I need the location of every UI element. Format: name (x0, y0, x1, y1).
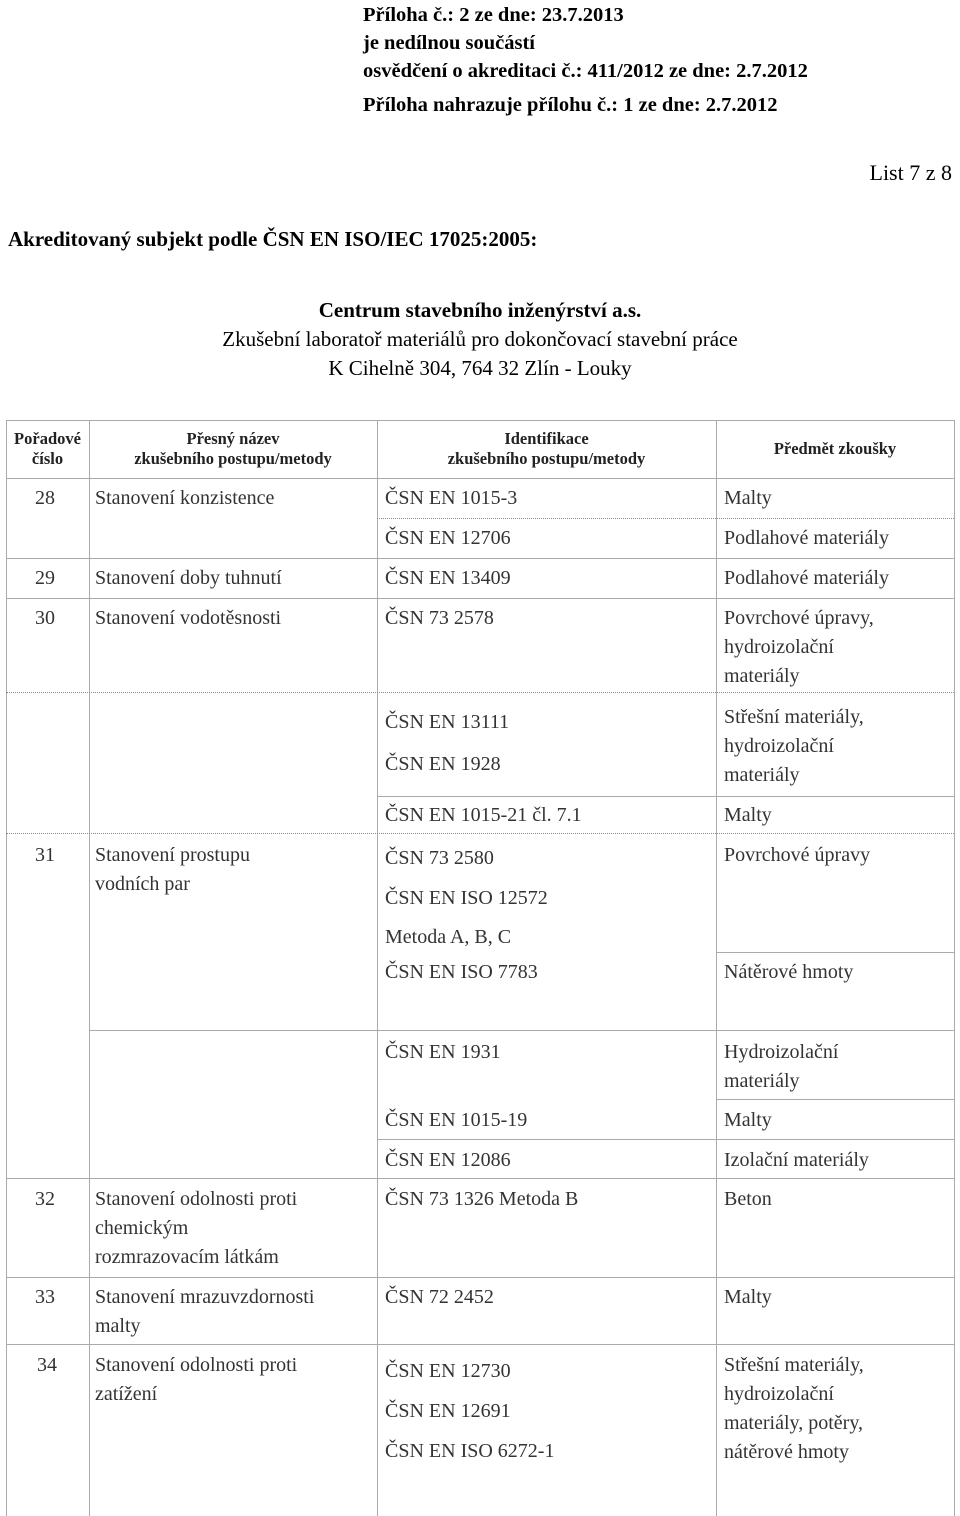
test-subject: Izolační materiály (724, 1149, 869, 1171)
col-header-test-subject: Předmět zkoušky (773, 439, 897, 458)
col-divider-2 (377, 420, 378, 1516)
method-name: Stanovení odolnosti proti chemickým rozmrazovacím látkám (95, 1188, 298, 1268)
test-subject: Malty (724, 804, 772, 826)
col-header-method-name: Přesný název zkušebního postupu/metody (134, 429, 332, 468)
col-header-number: Pořadové číslo (14, 429, 81, 468)
method-id: ČSN EN 1931 (385, 1041, 501, 1063)
method-name: Stanovení vodotěsnosti (95, 607, 282, 629)
row-number: 29 (35, 567, 55, 589)
row-divider (6, 692, 954, 693)
table-left-border (6, 420, 7, 1516)
method-id: ČSN EN 1015-19 (385, 1109, 528, 1131)
method-id: ČSN EN ISO 7783 (385, 961, 538, 983)
method-id: ČSN 73 2580 ČSN EN ISO 12572 Metoda A, B, C (385, 847, 548, 948)
row-divider (377, 796, 954, 797)
row-divider (716, 1099, 954, 1100)
row-divider (6, 1277, 954, 1278)
row-divider (6, 1178, 954, 1179)
row-number: 32 (35, 1188, 55, 1210)
table-right-border (954, 420, 955, 1516)
method-name: Stanovení konzistence (95, 487, 275, 509)
table-top-border (6, 420, 954, 421)
test-subject: Povrchové úpravy, hydroizolační materiály (724, 607, 874, 687)
certificate-ref: osvědčení o akreditaci č.: 411/2012 ze dne: 2.7.2012 (363, 60, 808, 82)
col-divider-3 (716, 420, 717, 1516)
test-subject: Podlahové materiály (724, 567, 889, 589)
method-name: Stanovení mrazuvzdornosti malty (95, 1286, 315, 1337)
method-name: Stanovení prostupu vodních par (95, 844, 250, 895)
organization-name: Centrum stavebního inženýrství a.s. (318, 298, 642, 322)
test-subject: Beton (724, 1188, 772, 1210)
test-subject: Podlahové materiály (724, 527, 889, 549)
test-subject: Povrchové úpravy (724, 844, 871, 866)
method-id: ČSN 73 2578 (385, 607, 494, 629)
method-id: ČSN EN 12706 (385, 527, 511, 549)
method-id: ČSN EN 1015-21 čl. 7.1 (385, 804, 582, 826)
method-id: ČSN 73 1326 Metoda B (385, 1188, 579, 1210)
laboratory-name: Zkušební laboratoř materiálů pro dokončovací stavební práce (222, 327, 738, 351)
row-divider (377, 518, 954, 519)
row-divider (377, 1139, 954, 1140)
col-divider-1 (89, 420, 90, 1516)
row-divider (89, 1030, 954, 1031)
table-header-border (6, 478, 954, 479)
method-id: ČSN EN 13111 ČSN EN 1928 (385, 711, 510, 775)
row-divider (716, 952, 954, 953)
annex-part-of: je nedílnou součástí (363, 32, 535, 54)
test-subject: Střešní materiály, hydroizolační materiály, potěry, nátěrové hmoty (724, 1354, 864, 1463)
method-id: ČSN 72 2452 (385, 1286, 494, 1308)
row-divider (6, 598, 954, 599)
sheet-number: List 7 z 8 (869, 160, 952, 185)
method-id: ČSN EN 12086 (385, 1149, 511, 1171)
method-id: ČSN EN 13409 (385, 567, 511, 589)
method-name: Stanovení doby tuhnutí (95, 567, 282, 589)
test-subject: Malty (724, 1109, 772, 1131)
test-subject: Střešní materiály, hydroizolační materiály (724, 706, 864, 786)
method-id: ČSN EN 1015-3 (385, 487, 518, 509)
accredited-subject: Akreditovaný subjekt podle ČSN EN ISO/IEC 17025:2005: (8, 227, 538, 251)
row-number: 34 (37, 1354, 57, 1376)
test-subject: Hydroizolační materiály (724, 1041, 839, 1092)
method-name: Stanovení odolnosti proti zatížení (95, 1354, 298, 1405)
test-subject: Malty (724, 1286, 772, 1308)
annex-date: Příloha č.: 2 ze dne: 23.7.2013 (363, 4, 624, 26)
row-divider (6, 1344, 954, 1345)
row-number: 30 (35, 607, 55, 629)
row-divider (6, 558, 954, 559)
annex-replaces: Příloha nahrazuje přílohu č.: 1 ze dne: 2.7.2012 (363, 94, 778, 116)
laboratory-address: K Cihelně 304, 764 32 Zlín - Louky (328, 356, 632, 380)
col-header-method-id: Identifikace zkušebního postupu/metody (447, 429, 646, 468)
row-divider (6, 833, 954, 834)
row-number: 31 (35, 844, 55, 866)
method-id: ČSN EN 12730 ČSN EN 12691 ČSN EN ISO 6272-1 (385, 1360, 555, 1462)
test-subject: Malty (724, 487, 772, 509)
row-number: 33 (35, 1286, 55, 1308)
row-number: 28 (35, 487, 55, 509)
test-subject: Nátěrové hmoty (724, 961, 854, 983)
